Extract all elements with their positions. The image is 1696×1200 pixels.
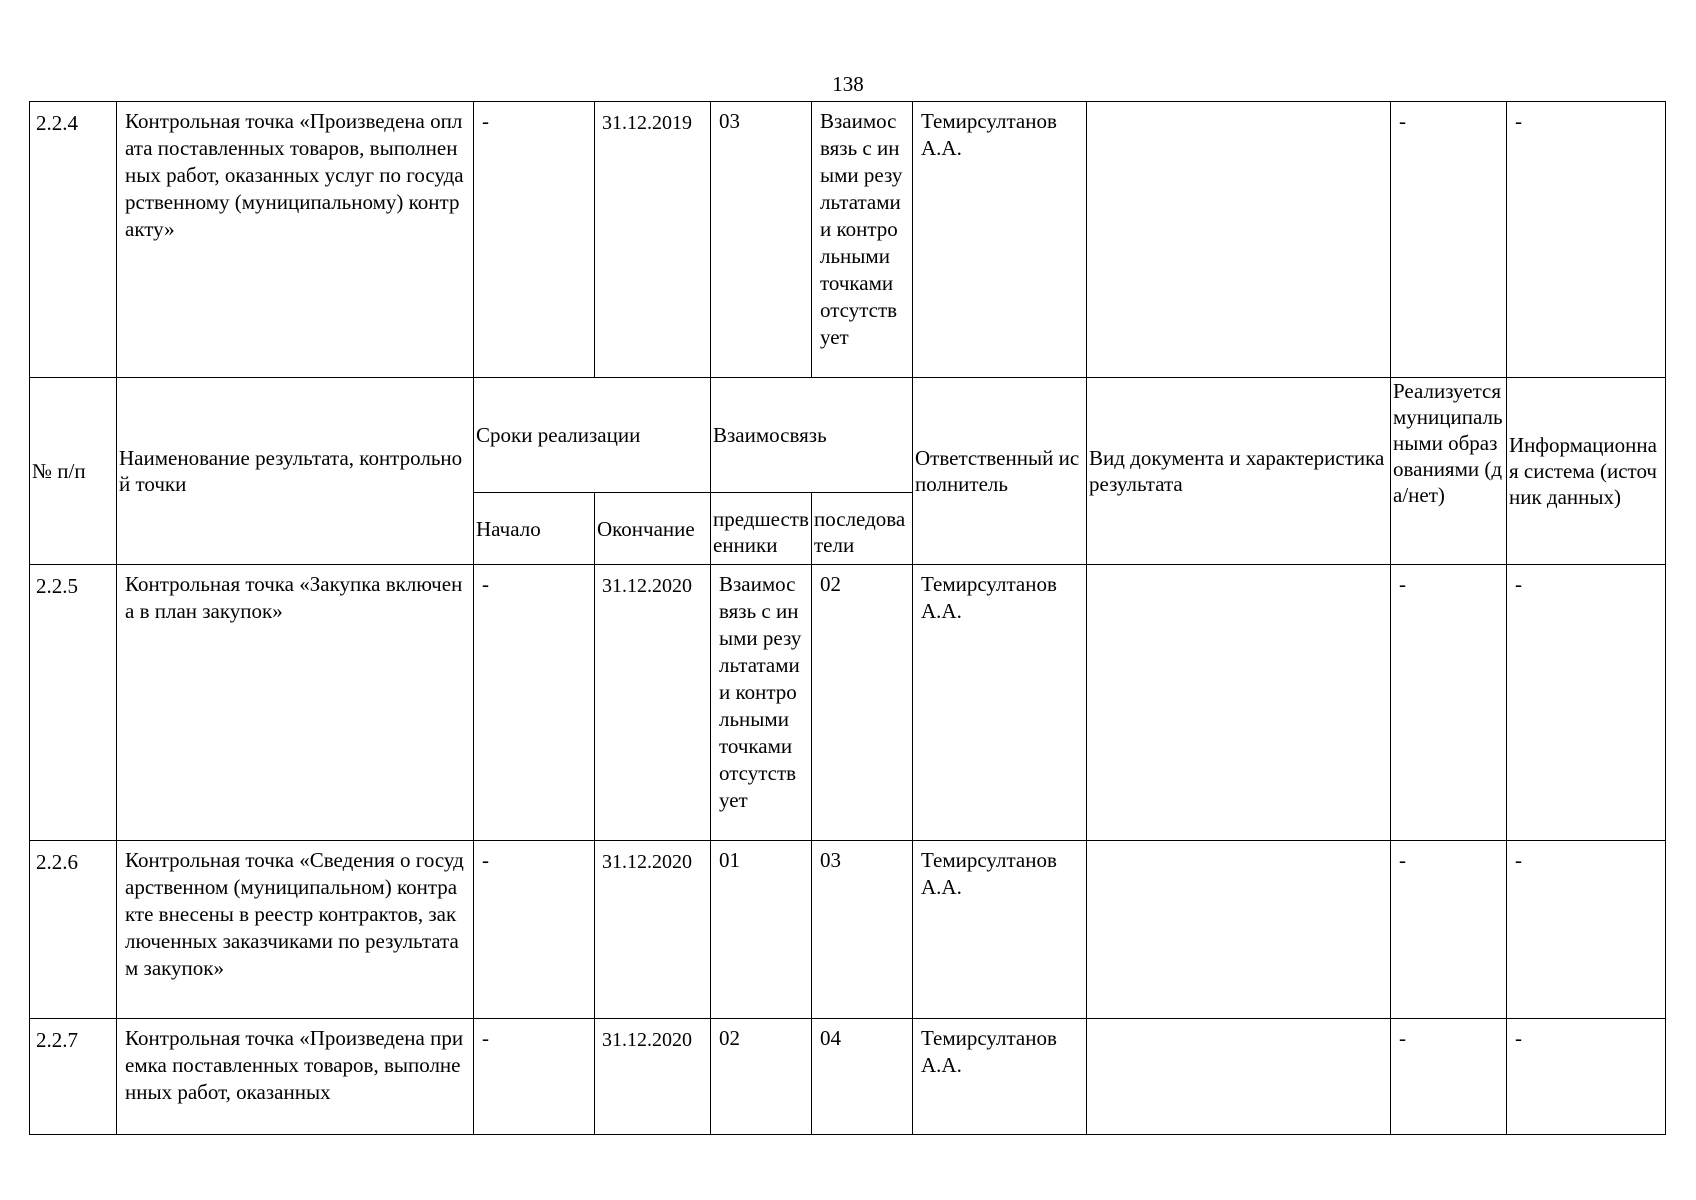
result-name: Контрольная точка «Произведена оплата поставленных товаров, выполненных работ, оказанных услуг по государственному (муниципальному) контракту»: [117, 102, 474, 378]
header-responsible: Ответственный исполнитель: [913, 378, 1087, 565]
end-date: 31.12.2020: [595, 841, 711, 1019]
result-name: Контрольная точка «Закупка включена в план закупок»: [117, 565, 474, 841]
predecessors: 03: [711, 102, 812, 378]
header-info-system: Информационная система (источник данных): [1507, 378, 1666, 565]
table-row: [30, 102, 1666, 378]
row-number: 2.2.6: [30, 841, 117, 1019]
municipal-flag: -: [1391, 841, 1507, 1019]
table-row: [30, 565, 1666, 841]
successors: Взаимосвязь с иными результатами и контрольными точками отсутствует: [812, 102, 913, 378]
predecessors: 02: [711, 1019, 812, 1135]
start-date: -: [474, 565, 595, 841]
responsible: Темирсултанов А.А.: [913, 565, 1087, 841]
successors: 03: [812, 841, 913, 1019]
header-doc-type: Вид документа и характеристика результата: [1087, 378, 1391, 565]
end-date: 31.12.2019: [595, 102, 711, 378]
header-relation: Взаимосвязь: [711, 378, 913, 493]
table-row: [30, 841, 1666, 1019]
start-date: -: [474, 102, 595, 378]
municipal-flag: -: [1391, 565, 1507, 841]
start-date: -: [474, 1019, 595, 1135]
result-name: Контрольная точка «Произведена приемка поставленных товаров, выполненных работ, оказанных: [117, 1019, 474, 1135]
municipal-flag: -: [1391, 1019, 1507, 1135]
info-system: -: [1507, 102, 1666, 378]
row-number: 2.2.5: [30, 565, 117, 841]
municipal-flag: -: [1391, 102, 1507, 378]
header-successors: последователи: [812, 493, 913, 565]
header-start: Начало: [474, 493, 595, 565]
end-date: 31.12.2020: [595, 1019, 711, 1135]
document-type: [1087, 841, 1391, 1019]
info-system: -: [1507, 1019, 1666, 1135]
results-table: [29, 101, 1666, 1135]
table-row: [30, 1019, 1666, 1135]
header-name: Наименование результата, контрольной точки: [117, 378, 474, 565]
header-num: № п/п: [30, 378, 117, 565]
info-system: -: [1507, 565, 1666, 841]
info-system: -: [1507, 841, 1666, 1019]
header-municipal: Реализуется муниципальными образованиями (да/нет): [1391, 378, 1507, 565]
predecessors: Взаимосвязь с иными результатами и контрольными точками отсутствует: [711, 565, 812, 841]
document-type: [1087, 1019, 1391, 1135]
start-date: -: [474, 841, 595, 1019]
end-date: 31.12.2020: [595, 565, 711, 841]
header-end: Окончание: [595, 493, 711, 565]
responsible: Темирсултанов А.А.: [913, 102, 1087, 378]
document-type: [1087, 565, 1391, 841]
header-terms: Сроки реализации: [474, 378, 711, 493]
document-type: [1087, 102, 1391, 378]
responsible: Темирсултанов А.А.: [913, 1019, 1087, 1135]
predecessors: 01: [711, 841, 812, 1019]
row-number: 2.2.7: [30, 1019, 117, 1135]
successors: 02: [812, 565, 913, 841]
table-header-row: [30, 378, 1666, 493]
page-number: 138: [832, 72, 864, 96]
result-name: Контрольная точка «Сведения о государственном (муниципальном) контракте внесены в реестр контрактов, заключенных заказчиками по результатам закупок»: [117, 841, 474, 1019]
row-number: 2.2.4: [30, 102, 117, 378]
responsible: Темирсултанов А.А.: [913, 841, 1087, 1019]
successors: 04: [812, 1019, 913, 1135]
header-predecessors: предшественники: [711, 493, 812, 565]
